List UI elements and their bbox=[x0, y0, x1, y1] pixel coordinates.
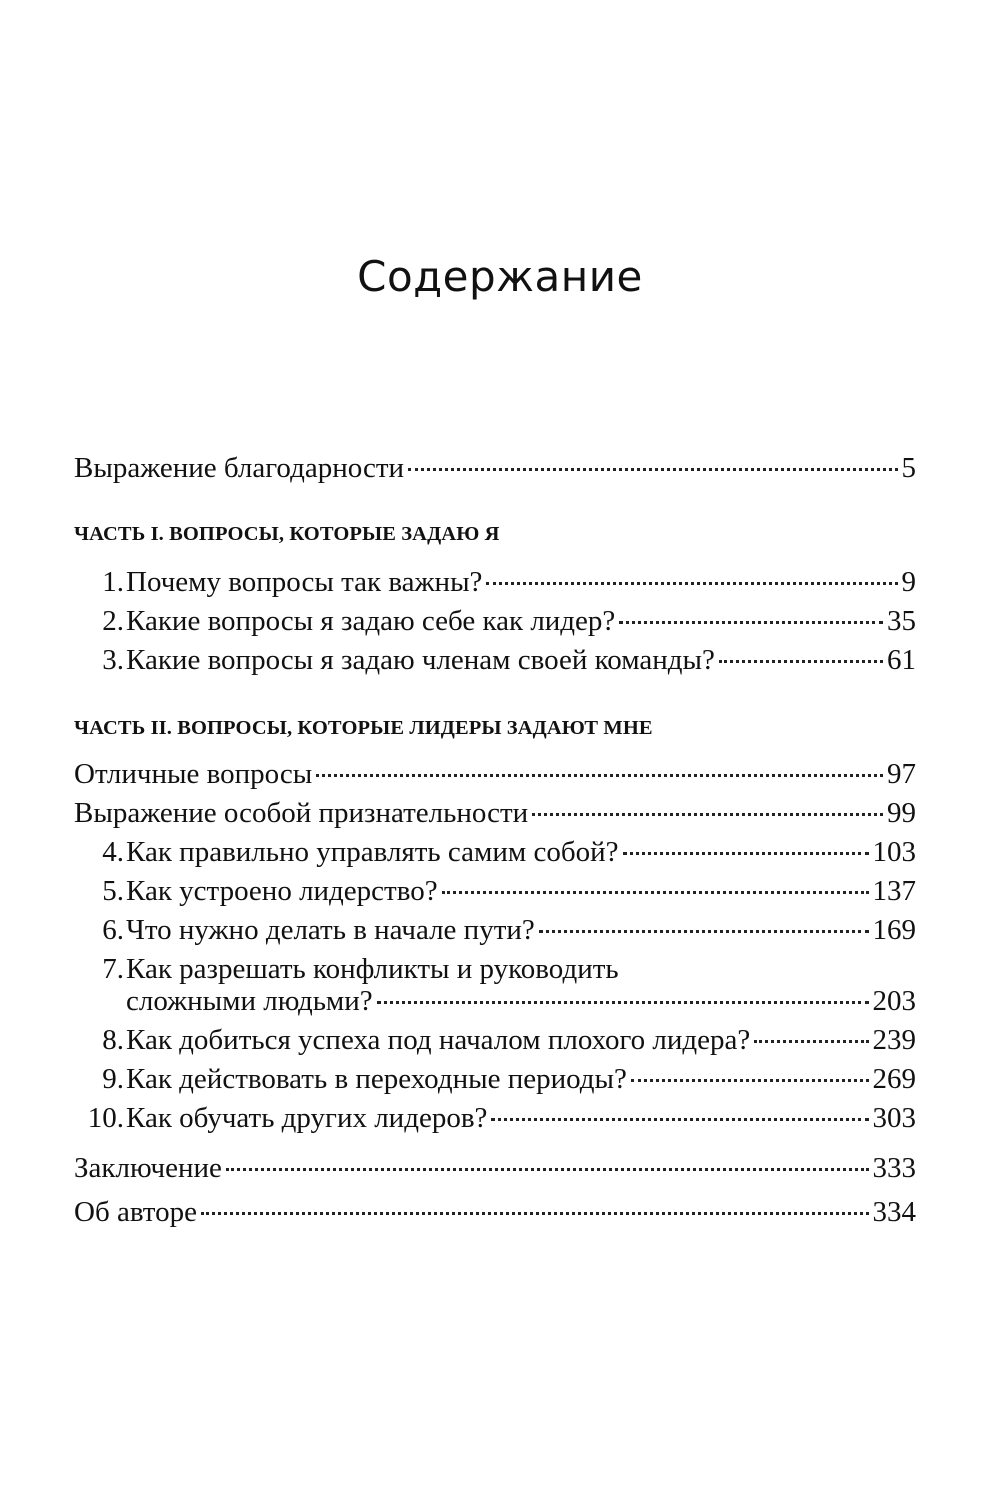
toc-entry-ch2 bbox=[74, 605, 916, 641]
toc-entry-acknowledgements bbox=[74, 452, 916, 488]
toc-entry-page: 303 bbox=[872, 1102, 916, 1134]
toc-entry-label: Что нужно делать в начале пути? bbox=[126, 914, 535, 946]
dot-leader bbox=[539, 910, 869, 933]
toc-entry-special-thanks bbox=[74, 797, 916, 833]
toc-entry-ch4 bbox=[74, 836, 916, 872]
dot-leader bbox=[316, 754, 883, 777]
toc-entry-ch7-line2 bbox=[74, 985, 916, 1021]
toc-entry-label: Какие вопросы я задаю членам своей команды? bbox=[126, 644, 715, 676]
toc-entry-ch8 bbox=[74, 1024, 916, 1060]
toc-entry-number: 6. bbox=[102, 914, 124, 946]
toc-entry-page: 169 bbox=[872, 914, 916, 946]
toc-entry-ch3 bbox=[74, 644, 916, 680]
part-heading-2: ЧАСТЬ II. ВОПРОСЫ, КОТОРЫЕ ЛИДЕРЫ ЗАДАЮТ МНЕ bbox=[74, 717, 653, 739]
dot-leader bbox=[442, 871, 869, 894]
toc-entry-page: 61 bbox=[887, 644, 916, 676]
toc-entry-number: 4. bbox=[102, 836, 124, 868]
part-heading-1: ЧАСТЬ I. ВОПРОСЫ, КОТОРЫЕ ЗАДАЮ Я bbox=[74, 523, 500, 545]
dot-leader bbox=[201, 1192, 869, 1215]
toc-entry-page: 5 bbox=[901, 452, 916, 484]
toc-entry-page: 269 bbox=[872, 1063, 916, 1095]
toc-entry-number: 7. bbox=[102, 953, 124, 985]
toc-entry-conclusion bbox=[74, 1152, 916, 1188]
toc-entry-ch1 bbox=[74, 566, 916, 602]
toc-entry-label-continued: сложными людьми? bbox=[126, 985, 373, 1017]
toc-entry-label: Как действовать в переходные периоды? bbox=[126, 1063, 627, 1095]
dot-leader bbox=[486, 562, 897, 585]
toc-entry-page: 97 bbox=[887, 758, 916, 790]
toc-entry-label: Как добиться успеха под началом плохого лидера? bbox=[126, 1024, 751, 1056]
dot-leader bbox=[377, 981, 869, 1004]
toc-entry-page: 203 bbox=[872, 985, 916, 1017]
toc-entry-page: 333 bbox=[872, 1152, 916, 1184]
toc-entry-label: Отличные вопросы bbox=[74, 758, 313, 790]
toc-entry-about-author bbox=[74, 1196, 916, 1232]
toc-entry-number: 2. bbox=[102, 605, 124, 637]
dot-leader bbox=[631, 1059, 869, 1082]
toc-entry-number: 8. bbox=[102, 1024, 124, 1056]
toc-entry-number: 5. bbox=[102, 875, 124, 907]
dot-leader bbox=[623, 832, 869, 855]
toc-entry-label: Как обучать других лидеров? bbox=[126, 1102, 488, 1134]
toc-entry-number: 3. bbox=[102, 644, 124, 676]
toc-entry-label: Почему вопросы так важны? bbox=[126, 566, 483, 598]
toc-entry-label: Какие вопросы я задаю себе как лидер? bbox=[126, 605, 616, 637]
dot-leader bbox=[532, 793, 883, 816]
toc-entry-page: 9 bbox=[901, 566, 916, 598]
dot-leader bbox=[754, 1020, 868, 1043]
toc-entry-page: 99 bbox=[887, 797, 916, 829]
toc-entry-label: Выражение благодарности bbox=[74, 452, 405, 484]
dot-leader bbox=[619, 601, 883, 624]
toc-entry-number: 9. bbox=[102, 1063, 124, 1095]
toc-entry-page: 334 bbox=[872, 1196, 916, 1228]
toc-entry-label: Как правильно управлять самим собой? bbox=[126, 836, 619, 868]
toc-entry-page: 137 bbox=[872, 875, 916, 907]
toc-entry-label: Выражение особой признательности bbox=[74, 797, 529, 829]
toc-entry-label: Об авторе bbox=[74, 1196, 197, 1228]
toc-entry-label: Как устроено лидерство? bbox=[126, 875, 438, 907]
toc-entry-number: 10. bbox=[87, 1102, 124, 1134]
toc-entry-label: Заключение bbox=[74, 1152, 222, 1184]
toc-entry-ch9 bbox=[74, 1063, 916, 1099]
toc-entry-ch6 bbox=[74, 914, 916, 950]
dot-leader bbox=[719, 640, 883, 663]
toc-entry-page: 239 bbox=[872, 1024, 916, 1056]
dot-leader bbox=[226, 1148, 869, 1171]
toc-entry-ch10 bbox=[74, 1102, 916, 1138]
toc-entry-page: 103 bbox=[872, 836, 916, 868]
toc-entry-number: 1. bbox=[102, 566, 124, 598]
page-title: Содержание bbox=[357, 252, 643, 301]
toc-entry-page: 35 bbox=[887, 605, 916, 637]
dot-leader bbox=[408, 448, 897, 471]
toc-entry-great-questions bbox=[74, 758, 916, 794]
dot-leader bbox=[491, 1098, 868, 1121]
toc-entry-ch5 bbox=[74, 875, 916, 911]
toc-entry-label: Как разрешать конфликты и руководить bbox=[126, 953, 619, 985]
